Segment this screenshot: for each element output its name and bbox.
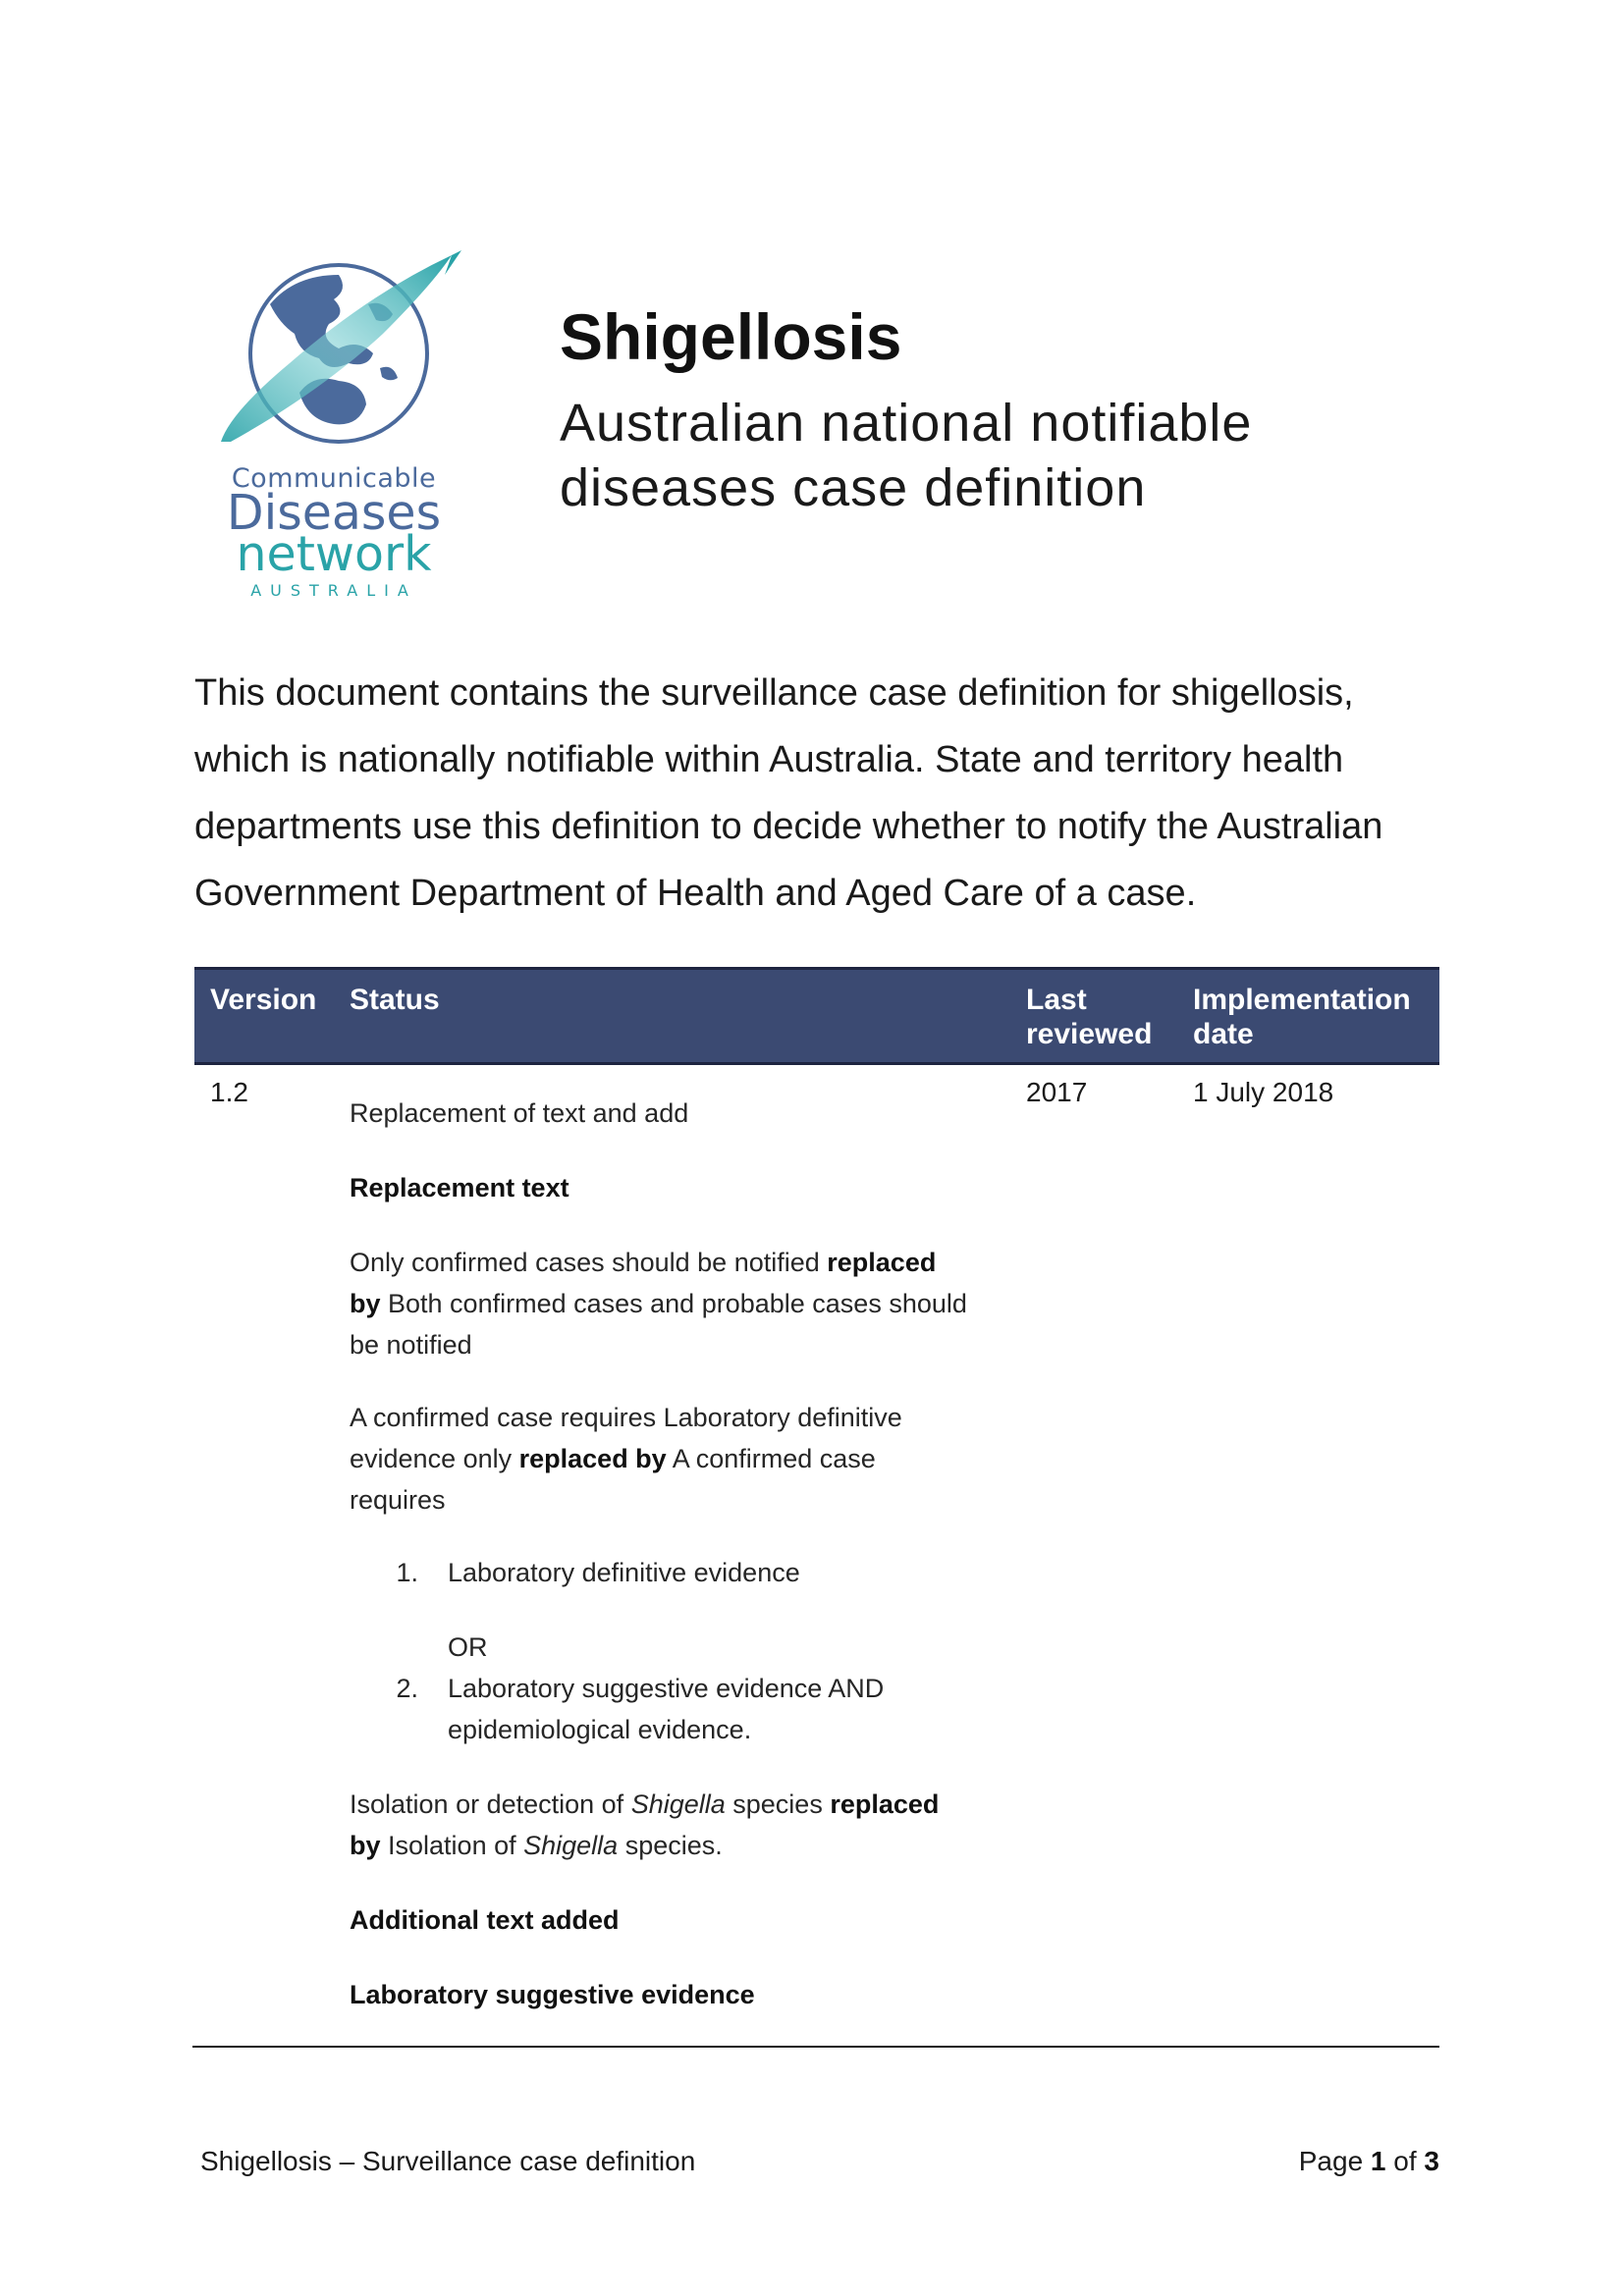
globe-icon xyxy=(201,245,466,461)
status-paragraph-3 xyxy=(350,1784,1017,1866)
version-table xyxy=(194,967,1439,2009)
page-title: Shigellosis xyxy=(560,300,902,373)
p3-replaced: replaced xyxy=(830,1789,940,1819)
cell-last-reviewed: 2017 xyxy=(1026,1077,1088,1107)
footer-divider xyxy=(192,2046,1439,2048)
subtitle-line-2: diseases case definition xyxy=(560,458,1147,517)
column-header-status: Status xyxy=(350,984,440,1016)
table-header xyxy=(194,967,1439,1065)
or-label: OR xyxy=(448,1632,488,1662)
page-total: 3 xyxy=(1424,2146,1439,2176)
column-header-implementation-date xyxy=(1193,983,1438,1051)
logo-line-australia: AUSTRALIA xyxy=(250,581,417,600)
p1-text-e: be notified xyxy=(350,1330,472,1360)
p1-by: by xyxy=(350,1289,381,1318)
cell-version: 1.2 xyxy=(210,1077,248,1107)
column-header-last-line-2: reviewed xyxy=(1026,1018,1153,1050)
column-header-impl-line-1: Implementation xyxy=(1193,984,1411,1016)
column-header-last-line-1: Last xyxy=(1026,984,1087,1016)
p1-text-d: Both confirmed cases and probable cases should xyxy=(380,1289,967,1318)
status-intro: Replacement of text and add xyxy=(350,1098,689,1128)
status-additional-heading: Additional text added xyxy=(350,1905,620,1935)
p3-text-h: species. xyxy=(618,1831,723,1860)
page-subtitle xyxy=(560,391,1443,520)
status-paragraph-1 xyxy=(350,1242,1017,1365)
column-header-version: Version xyxy=(210,984,317,1016)
page-of: of xyxy=(1385,2146,1425,2176)
subtitle-line-1: Australian national notifiable xyxy=(560,394,1253,453)
logo-line-diseases: Diseases xyxy=(226,485,442,541)
intro-line-3: departments use this definition to decide whether to notify the Australian xyxy=(194,806,1383,847)
p1-replaced: replaced xyxy=(827,1248,937,1277)
p3-shigella-2: Shigella xyxy=(523,1831,619,1860)
list-item-1-text: Laboratory definitive evidence xyxy=(448,1558,800,1587)
status-replacement-heading: Replacement text xyxy=(350,1173,569,1202)
page-current: 1 xyxy=(1370,2146,1386,2176)
intro-line-1: This document contains the surveillance case definition for shigellosis, xyxy=(194,672,1354,714)
p3-by: by xyxy=(350,1831,381,1860)
list-item-2-line-2: epidemiological evidence. xyxy=(448,1715,752,1744)
p2-text-b: evidence only xyxy=(350,1444,519,1473)
footer-document-title: Shigellosis – Surveillance case definition xyxy=(200,2146,696,2176)
intro-line-2: which is nationally notifiable within Australia. State and territory health xyxy=(194,739,1344,780)
logo-line-network: network xyxy=(236,526,432,582)
footer-page-number xyxy=(1299,2146,1439,2177)
page-prefix: Page xyxy=(1298,2146,1371,2176)
status-paragraph-2 xyxy=(350,1397,1017,1521)
status-lab-heading: Laboratory suggestive evidence xyxy=(350,1980,755,2009)
p2-text-a: A confirmed case requires Laboratory definitive xyxy=(350,1403,902,1432)
logo-line-communicable: Communicable xyxy=(231,463,437,494)
p3-shigella-1: Shigella xyxy=(630,1789,726,1819)
p1-text-a: Only confirmed cases should be notified xyxy=(350,1248,828,1277)
intro-paragraph xyxy=(194,660,1461,927)
list-item-1-number: 1. xyxy=(396,1558,418,1587)
p3-text-f: Isolation of xyxy=(380,1831,524,1860)
cdna-logo xyxy=(201,245,466,609)
list-item-2-number: 2. xyxy=(396,1674,418,1703)
cell-implementation-date: 1 July 2018 xyxy=(1193,1077,1334,1107)
list-item-2-text xyxy=(448,1668,884,1750)
p2-replaced-by: replaced by xyxy=(518,1444,667,1473)
column-header-last-reviewed xyxy=(1026,983,1164,1051)
p2-text-d: A confirmed case xyxy=(666,1444,876,1473)
intro-line-4: Government Department of Health and Aged Care of a case. xyxy=(194,873,1197,914)
p2-text-e: requires xyxy=(350,1485,446,1515)
column-header-impl-line-2: date xyxy=(1193,1018,1254,1050)
p3-text-c: species xyxy=(725,1789,831,1819)
list-item-2-line-1: Laboratory suggestive evidence AND xyxy=(448,1674,885,1703)
p3-text-a: Isolation or detection of xyxy=(350,1789,631,1819)
